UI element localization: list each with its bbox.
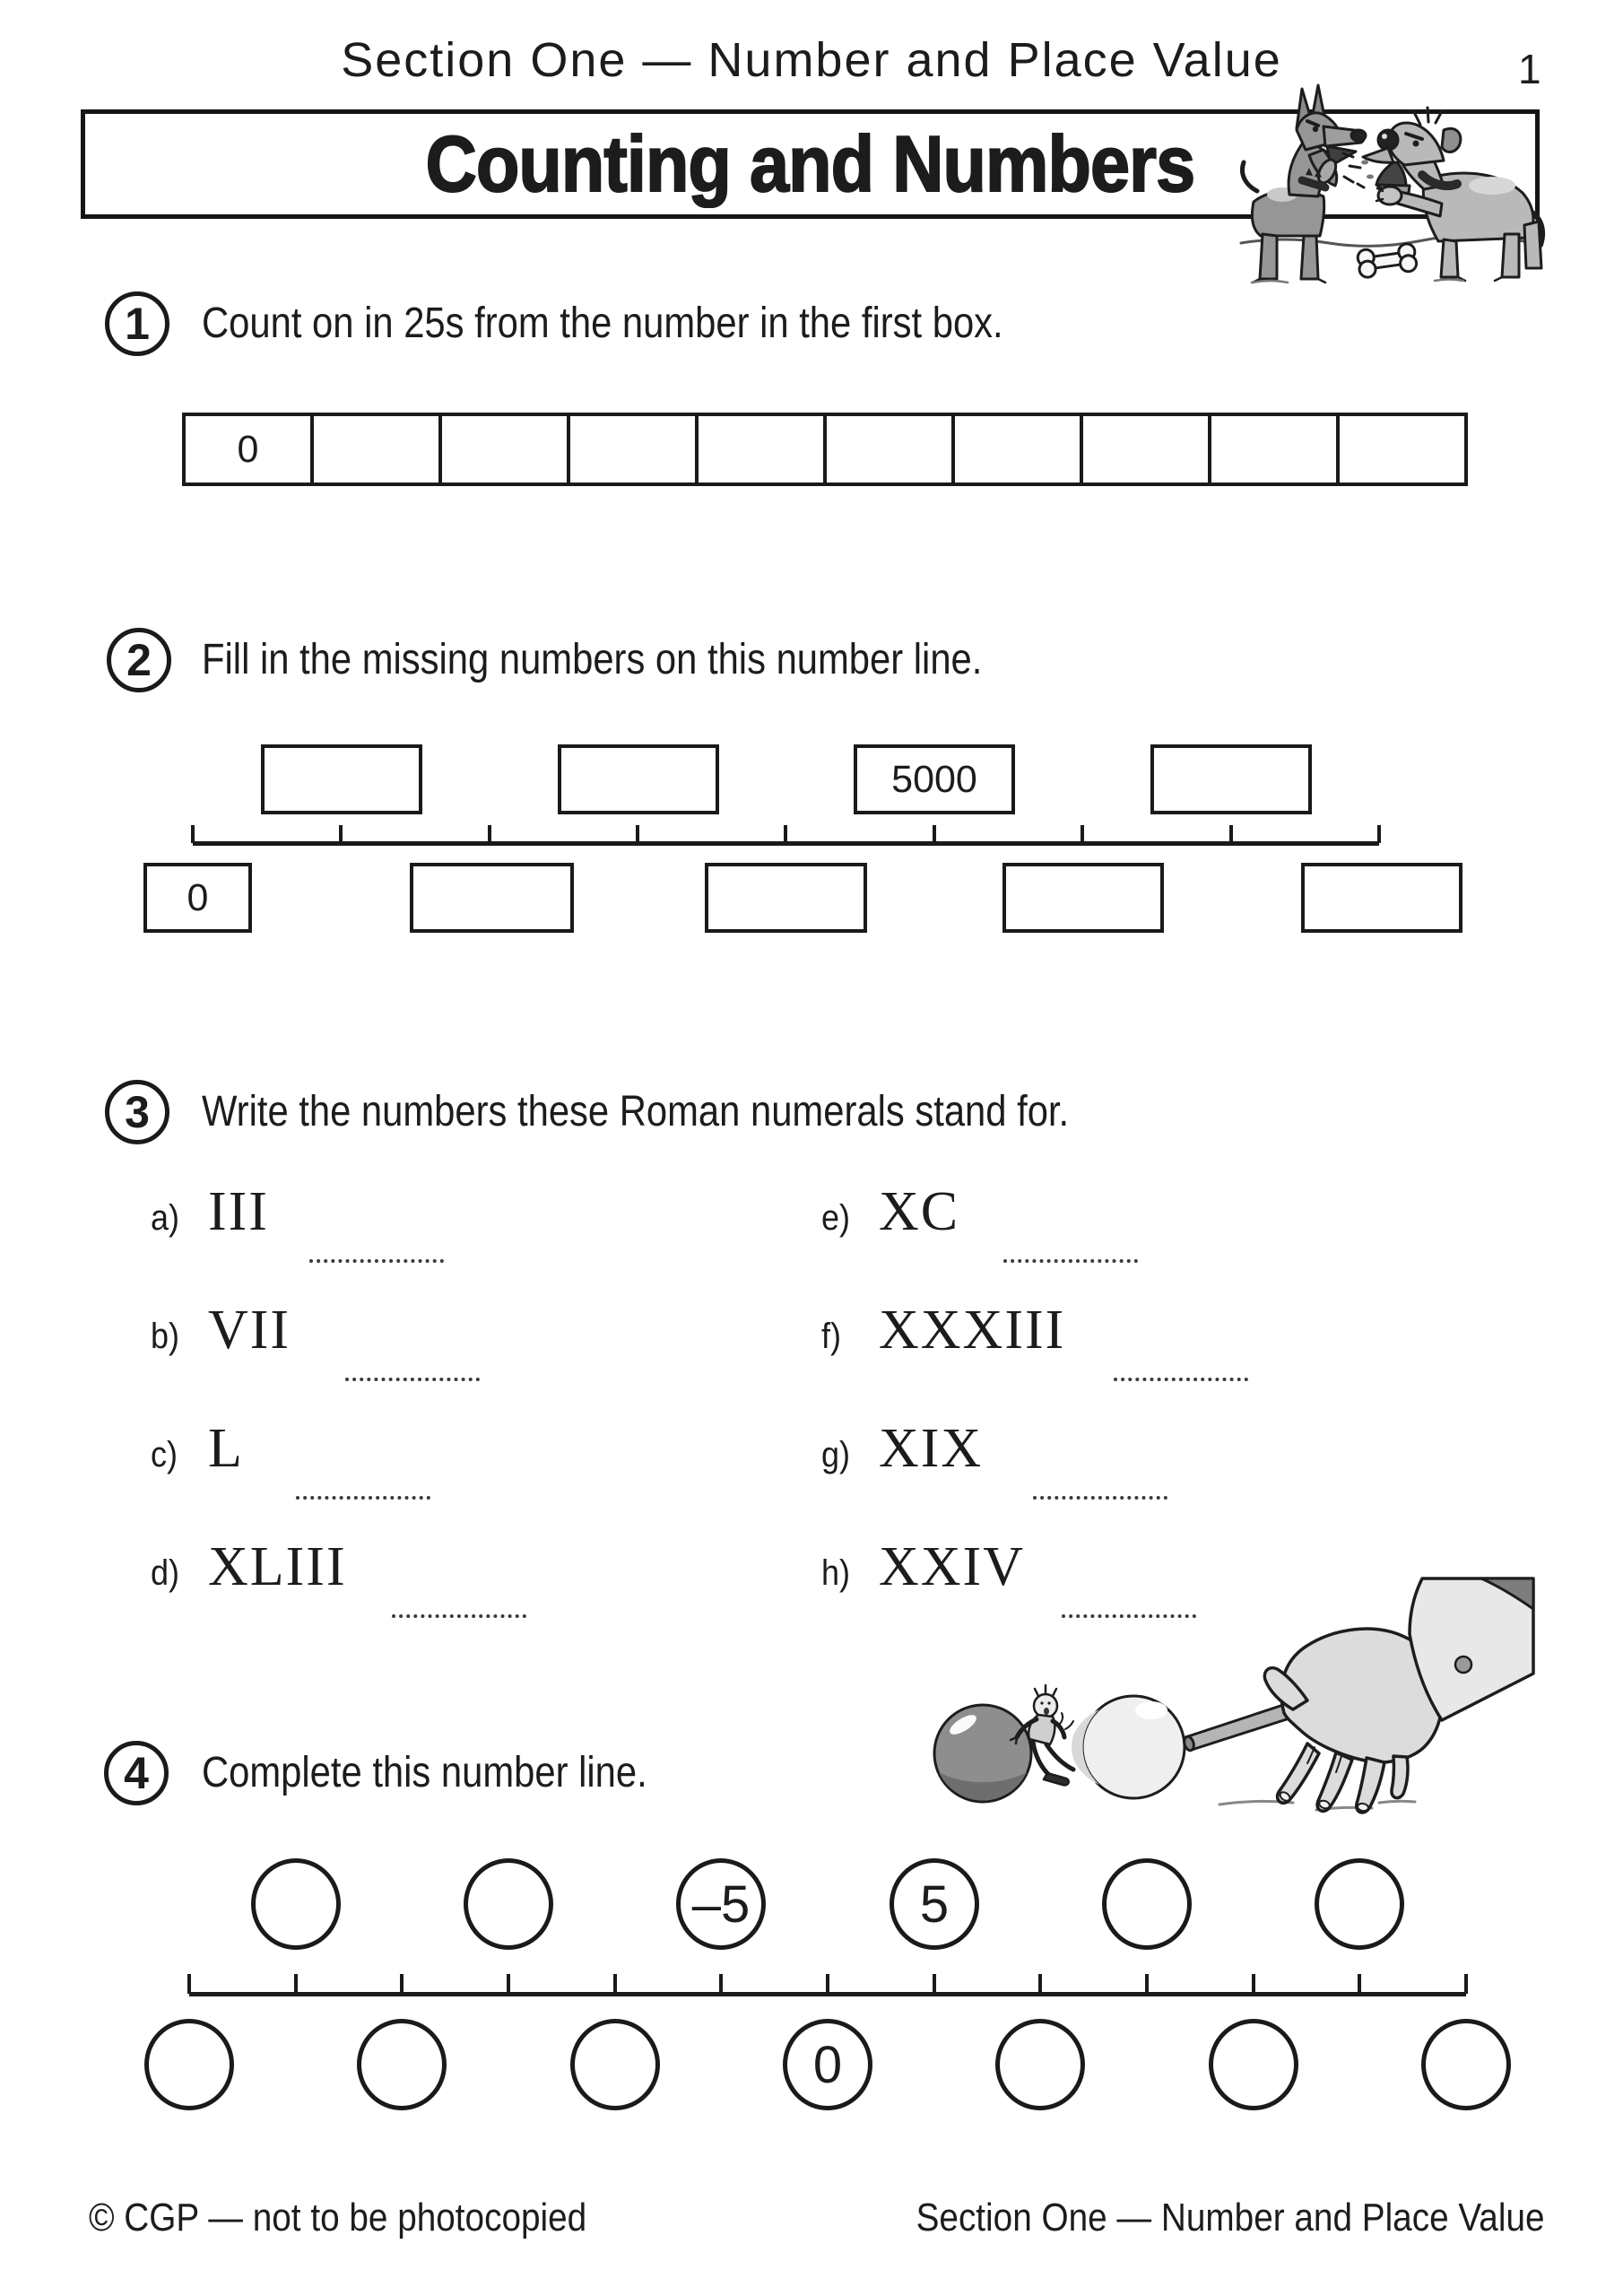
item-label: h) — [821, 1553, 851, 1593]
item-label: a) — [151, 1198, 180, 1238]
answer-dotted-line[interactable] — [309, 1259, 444, 1263]
circle-value: –5 — [691, 1874, 751, 1934]
counting-cell[interactable] — [823, 413, 955, 486]
counting-cell[interactable] — [567, 413, 699, 486]
cell-value: 0 — [237, 427, 259, 471]
tick-mark — [613, 1974, 617, 1994]
tick-mark — [1358, 1974, 1361, 1994]
question-4-number — [104, 1741, 169, 1805]
question-3-prompt: Write the numbers these Roman numerals stand for. — [202, 1088, 1070, 1135]
roman-numeral: XXXIII — [879, 1300, 1066, 1361]
counting-cell[interactable] — [695, 413, 827, 486]
roman-numeral: VII — [208, 1300, 291, 1361]
circle-value: 5 — [919, 1874, 950, 1934]
tick-mark — [191, 825, 195, 843]
question-1-number — [105, 291, 169, 356]
question-1-prompt: Count on in 25s from the number in the first box. — [202, 300, 1003, 347]
numberline-box-bottom[interactable] — [1301, 863, 1462, 933]
numberline-circle-top-prefilled — [676, 1858, 766, 1950]
numberline-box-top[interactable] — [558, 744, 719, 814]
numberline-circle-bottom[interactable] — [1209, 2019, 1298, 2110]
tick-mark — [719, 1974, 723, 1994]
numberline-box-top-prefilled — [854, 744, 1015, 814]
answer-dotted-line[interactable] — [345, 1378, 480, 1381]
tick-mark — [1464, 1974, 1468, 1994]
roman-numeral: XIX — [879, 1418, 984, 1479]
counting-cell[interactable] — [310, 413, 442, 486]
counting-cell[interactable] — [951, 413, 1083, 486]
question-1-digit: 1 — [125, 299, 150, 349]
item-label: d) — [151, 1553, 180, 1593]
numberline-box-bottom[interactable] — [410, 863, 574, 933]
counting-cell[interactable] — [438, 413, 570, 486]
answer-dotted-line[interactable] — [296, 1496, 430, 1500]
hand-marbles-illustration — [924, 1578, 1533, 1839]
footer-section: Section One — Number and Place Value — [916, 2196, 1545, 2239]
roman-item-g — [821, 1417, 1467, 1518]
page-number: 1 — [1518, 46, 1541, 92]
section-header: Section One — Number and Place Value — [341, 33, 1282, 87]
roman-item-f — [821, 1299, 1467, 1399]
answer-dotted-line[interactable] — [1114, 1378, 1248, 1381]
tick-mark — [339, 825, 343, 843]
counting-cell-prefilled — [182, 413, 314, 486]
numberline-circle-bottom[interactable] — [570, 2019, 660, 2110]
numberline-box-bottom-prefilled — [143, 863, 252, 933]
footer-copyright: © CGP — not to be photocopied — [89, 2196, 587, 2239]
tick-mark — [1377, 825, 1381, 843]
dogs-illustration — [1230, 76, 1544, 296]
tick-mark — [826, 1974, 829, 1994]
numberline-circle-top[interactable] — [1315, 1858, 1404, 1950]
answer-dotted-line[interactable] — [392, 1614, 526, 1618]
numberline-circle-bottom[interactable] — [995, 2019, 1085, 2110]
tick-mark — [507, 1974, 510, 1994]
numberline-circle-top[interactable] — [464, 1858, 553, 1950]
roman-numeral: XLIII — [208, 1536, 347, 1597]
answer-dotted-line[interactable] — [1003, 1259, 1138, 1263]
tick-mark — [187, 1974, 191, 1994]
tick-mark — [784, 825, 787, 843]
tick-mark — [933, 825, 936, 843]
numberline-box-bottom[interactable] — [1002, 863, 1164, 933]
counting-cell[interactable] — [1208, 413, 1340, 486]
roman-item-e — [821, 1180, 1467, 1281]
roman-item-a — [151, 1180, 796, 1281]
roman-numeral: III — [208, 1181, 269, 1242]
item-label: g) — [821, 1435, 851, 1474]
numberline-box-top[interactable] — [261, 744, 422, 814]
numberline-circle-top-prefilled — [890, 1858, 979, 1950]
tick-mark — [933, 1974, 936, 1994]
numberline-circle-bottom-prefilled — [783, 2019, 872, 2110]
numberline-circle-bottom[interactable] — [357, 2019, 447, 2110]
question-2-digit: 2 — [126, 635, 152, 685]
numberline-circle-bottom[interactable] — [1421, 2019, 1511, 2110]
box-value: 0 — [187, 875, 209, 919]
question-2-number — [107, 628, 171, 692]
roman-item-c — [151, 1417, 796, 1518]
question-3-number — [105, 1080, 169, 1144]
tick-mark — [1229, 825, 1233, 843]
roman-numeral: XC — [879, 1181, 960, 1242]
counting-cell[interactable] — [1080, 413, 1211, 486]
item-label: c) — [151, 1435, 178, 1474]
roman-item-d — [151, 1535, 796, 1636]
roman-numeral: L — [208, 1418, 244, 1479]
item-label: f) — [821, 1317, 841, 1356]
question-3-digit: 3 — [125, 1087, 150, 1137]
tick-mark — [1252, 1974, 1255, 1994]
item-label: b) — [151, 1317, 180, 1356]
tick-mark — [636, 825, 639, 843]
numberline-circle-bottom[interactable] — [144, 2019, 234, 2110]
item-label: e) — [821, 1198, 851, 1238]
tick-mark — [1081, 825, 1084, 843]
counting-cell[interactable] — [1336, 413, 1468, 486]
tick-mark — [488, 825, 491, 843]
numberline-circle-top[interactable] — [251, 1858, 341, 1950]
tick-mark — [1038, 1974, 1042, 1994]
numberline-box-top[interactable] — [1150, 744, 1312, 814]
answer-dotted-line[interactable] — [1033, 1496, 1167, 1500]
numberline-box-bottom[interactable] — [705, 863, 867, 933]
roman-item-b — [151, 1299, 796, 1399]
roman-numeral: XXIV — [879, 1536, 1025, 1597]
question-4-digit: 4 — [124, 1748, 149, 1798]
numberline-circle-top[interactable] — [1102, 1858, 1192, 1950]
question-2-prompt: Fill in the missing numbers on this number line. — [202, 636, 983, 683]
counting-strip — [182, 413, 1468, 486]
tick-mark — [400, 1974, 404, 1994]
box-value: 5000 — [891, 757, 977, 801]
tick-mark — [1145, 1974, 1149, 1994]
circle-value: 0 — [812, 2035, 843, 2094]
worksheet-title: Counting and Numbers — [425, 119, 1195, 208]
tick-mark — [294, 1974, 298, 1994]
question-4-prompt: Complete this number line. — [202, 1749, 647, 1796]
